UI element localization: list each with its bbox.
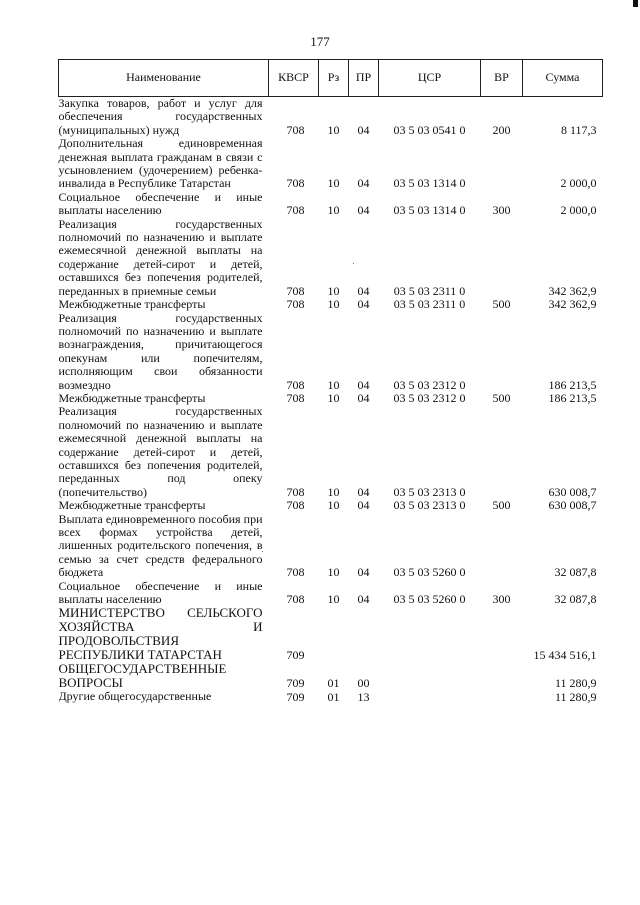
row-sum: 2 000,0: [560, 176, 597, 191]
row-rz: 10: [327, 565, 340, 580]
row-csr: 03 5 03 0541 0: [393, 122, 466, 137]
page-number: 177: [310, 34, 330, 49]
row-sum: 342 362,9: [548, 283, 597, 298]
row-rz: 10: [327, 377, 340, 392]
header-pr: ПР: [349, 60, 379, 97]
row-csr: 03 5 03 2312 0: [393, 377, 466, 392]
row-sum: 186 213,5: [548, 377, 597, 392]
table-header-row: [59, 60, 603, 97]
page-corner-mark: [633, 0, 638, 7]
row-rz: 10: [327, 122, 340, 137]
row-kvsr: 708: [286, 484, 305, 499]
row-kvsr: 708: [286, 283, 305, 298]
table-row: [59, 499, 603, 512]
table-row: [59, 191, 603, 218]
row-name: Реализация государственных полномочий по назначению и выплате ежемесячной денежной выплаты на содержание детей-сирот и детей, оставшихся без попечения родителей, переданных под опеку (попечительство): [58, 404, 263, 499]
row-kvsr: 708: [286, 122, 305, 137]
row-name: Социальное обеспечение и иные выплаты населению: [58, 578, 263, 607]
row-rz: 10: [327, 498, 340, 513]
row-csr: 03 5 03 2313 0: [393, 484, 466, 499]
row-pr: 04: [357, 484, 370, 499]
row-name: Дополнительная единовременная денежная выплата гражданам в связи с усыновлением (удочерением) ребенка-инвалида в Республике Татарстан: [58, 136, 263, 191]
row-rz: 10: [327, 176, 340, 191]
row-vr: [481, 137, 523, 191]
table-row: [59, 690, 603, 704]
table-row: [59, 312, 603, 392]
row-vr: 200: [492, 122, 511, 137]
row-rz: 01: [327, 690, 340, 705]
row-sum: 8 117,3: [560, 122, 597, 137]
row-csr: [379, 690, 481, 704]
row-sum: 342 362,9: [548, 297, 597, 312]
row-rz: 10: [327, 297, 340, 312]
table-row: [59, 662, 603, 690]
row-kvsr: 709: [286, 676, 305, 691]
row-name: Выплата единовременного пособия при всех формах устройства детей, лишенных родительского попечения, в семью за счет средств федерального бюджета: [58, 511, 263, 580]
row-csr: 03 5 03 2313 0: [393, 498, 466, 513]
row-pr: 04: [357, 297, 370, 312]
row-name: Социальное обеспечение и иные выплаты населению: [58, 189, 263, 218]
row-name: Другие общегосударственные: [58, 690, 212, 704]
table-row: [59, 392, 603, 405]
row-kvsr: 709: [286, 648, 305, 663]
row-sum: 630 008,7: [548, 484, 597, 499]
row-vr: [481, 662, 523, 690]
table-row: [59, 97, 603, 138]
budget-table: [58, 59, 603, 704]
row-name: ОБЩЕГОСУДАРСТВЕННЫЕ ВОПРОСЫ: [58, 661, 227, 691]
row-name: Межбюджетные трансферты: [58, 297, 206, 312]
row-rz: 10: [327, 592, 340, 607]
row-vr: 500: [492, 390, 511, 405]
table-row: [59, 137, 603, 191]
row-vr: [481, 312, 523, 392]
row-vr: [481, 218, 523, 298]
row-pr: 13: [357, 690, 370, 705]
row-kvsr: 709: [286, 690, 305, 705]
table-row: [59, 606, 603, 662]
row-csr: 03 5 03 2312 0: [393, 390, 466, 405]
row-sum: 32 087,8: [554, 592, 597, 607]
row-csr: 03 5 03 5260 0: [393, 592, 466, 607]
row-rz: 10: [327, 203, 340, 218]
row-csr: 03 5 03 5260 0: [393, 565, 466, 580]
row-vr: [481, 690, 523, 704]
row-sum: 32 087,8: [554, 565, 597, 580]
row-sum: 186 213,5: [548, 390, 597, 405]
row-kvsr: 708: [286, 498, 305, 513]
table-row: [59, 218, 603, 298]
row-pr: 04: [357, 592, 370, 607]
row-pr: 04: [357, 498, 370, 513]
row-rz: 10: [327, 390, 340, 405]
row-csr: 03 5 03 1314 0: [393, 203, 466, 218]
row-rz: 01: [327, 676, 340, 691]
row-pr: 04: [357, 176, 370, 191]
header-sum: Сумма: [523, 60, 603, 97]
row-rz: 10: [327, 283, 340, 298]
row-pr: 04: [357, 203, 370, 218]
row-kvsr: 708: [286, 203, 305, 218]
header-csr: ЦСР: [379, 60, 481, 97]
table-row: [59, 298, 603, 311]
row-kvsr: 708: [286, 592, 305, 607]
row-vr: [481, 606, 523, 662]
table-row: [59, 405, 603, 499]
row-pr: 04: [357, 122, 370, 137]
row-kvsr: 708: [286, 297, 305, 312]
row-vr: 500: [492, 498, 511, 513]
row-name: Реализация государственных полномочий по назначению и выплате вознаграждения, причитающегося опекунам или попечителям, исполняющим свои обязанности возмездно: [58, 310, 263, 392]
row-name: Межбюджетные трансферты: [58, 498, 206, 513]
row-kvsr: 708: [286, 390, 305, 405]
row-sum: 15 434 516,1: [533, 648, 597, 663]
row-pr: 04: [357, 390, 370, 405]
row-csr: [379, 606, 481, 662]
row-vr: 300: [492, 203, 511, 218]
row-csr: 03 5 03 2311 0: [393, 297, 466, 312]
row-pr: 04: [357, 565, 370, 580]
row-csr: 03 5 03 2311 0: [393, 283, 466, 298]
table-row: [59, 513, 603, 580]
row-pr: 04: [357, 283, 370, 298]
row-csr: 03 5 03 1314 0: [393, 176, 466, 191]
row-name: МИНИСТЕРСТВО СЕЛЬСКОГО ХОЗЯЙСТВА И ПРОДОВОЛЬСТВИЯ РЕСПУБЛИКИ ТАТАРСТАН: [58, 605, 263, 663]
row-rz: 10: [327, 484, 340, 499]
header-rz: Рз: [319, 60, 349, 97]
row-pr: [349, 606, 379, 662]
row-name: Реализация государственных полномочий по назначению и выплате ежемесячной денежной выплаты на содержание детей-сирот и детей, оставшихся без попечения родителей, переданных в приемные семьи: [58, 216, 263, 298]
row-sum: 630 008,7: [548, 498, 597, 513]
row-sum: 2 000,0: [560, 203, 597, 218]
row-pr: 04: [357, 377, 370, 392]
row-name: Межбюджетные трансферты: [58, 390, 206, 405]
row-pr: 00: [357, 676, 370, 691]
row-vr: [481, 405, 523, 499]
row-vr: 300: [492, 592, 511, 607]
header-kvsr: КВСР: [269, 60, 319, 97]
row-kvsr: 708: [286, 565, 305, 580]
table-row: [59, 580, 603, 607]
row-csr: [379, 662, 481, 690]
header-vr: ВР: [481, 60, 523, 97]
row-sum: 11 280,9: [554, 676, 597, 691]
row-kvsr: 708: [286, 377, 305, 392]
row-kvsr: 708: [286, 176, 305, 191]
row-vr: [481, 513, 523, 580]
row-name: Закупка товаров, работ и услуг для обеспечения государственных (муниципальных) нужд: [58, 96, 263, 137]
row-sum: 11 280,9: [554, 690, 597, 705]
row-vr: 500: [492, 297, 511, 312]
row-rz: [319, 606, 349, 662]
header-name: Наименование: [59, 60, 269, 97]
